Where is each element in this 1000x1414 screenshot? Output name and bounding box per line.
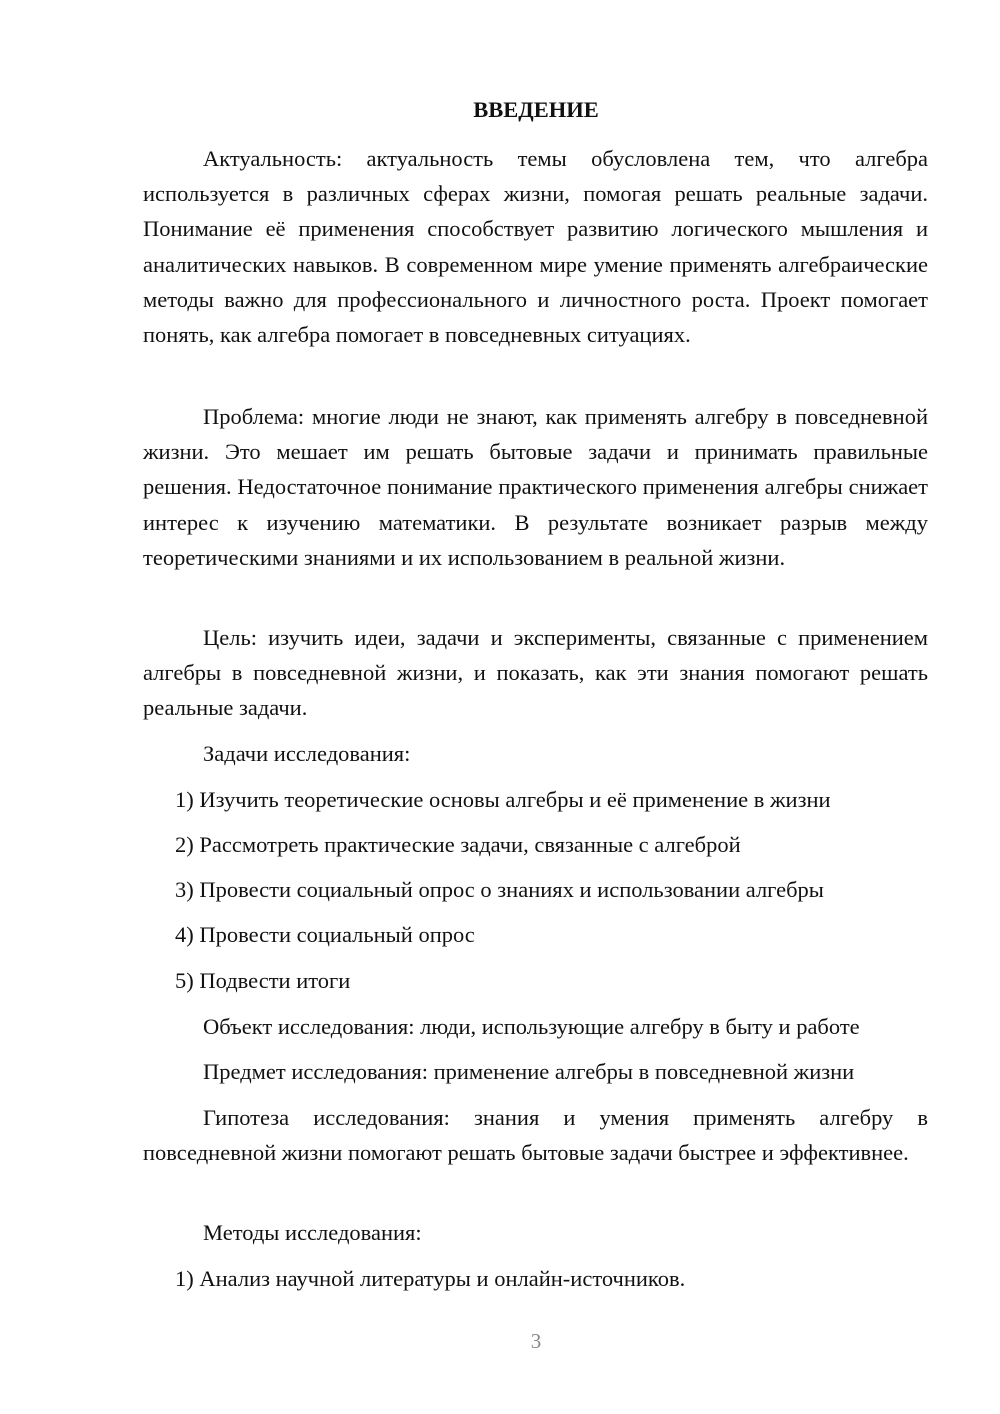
tasks-heading: Задачи исследования: (203, 741, 411, 766)
page-number: 3 (530, 1329, 542, 1353)
method-item-1: 1) Анализ научной литературы и онлайн-источников. (175, 1266, 686, 1291)
relevance-paragraph: Актуальность: актуальность темы обусловлена тем, что алгебра используется в различных сферах жизни, помогая решать реальные задачи. Понимание её применения способствует развитию логического мышления и аналитических навыков. В современном мире умение применять алгебраические методы важно для профессионального и личностного роста. Проект помогает понять, как алгебра помогает в повседневных ситуациях. (143, 146, 928, 348)
methods-heading: Методы исследования: (203, 1220, 422, 1245)
goal-paragraph: Цель: изучить идеи, задачи и эксперименты, связанные с применением алгебры в повседневной жизни, и показать, как эти знания помогают решать реальные задачи. (143, 625, 928, 721)
section-title: ВВЕДЕНИЕ (473, 97, 599, 122)
hypothesis-paragraph: Гипотеза исследования: знания и умения применять алгебру в повседневной жизни помогают решать бытовые задачи быстрее и эффективнее. (143, 1105, 928, 1166)
task-item-5: 5) Подвести итоги (175, 968, 351, 993)
task-item-3: 3) Провести социальный опрос о знаниях и использовании алгебры (175, 877, 824, 902)
task-item-1: 1) Изучить теоретические основы алгебры и её применение в жизни (175, 787, 831, 812)
problem-paragraph: Проблема: многие люди не знают, как применять алгебру в повседневной жизни. Это мешает им решать бытовые задачи и принимать правильные решения. Недостаточное понимание практического применения алгебры снижает интерес к изучению математики. В результате возникает разрыв между теоретическими знаниями и их использованием в реальной жизни. (143, 404, 928, 570)
research-object: Объект исследования: люди, использующие алгебру в быту и работе (203, 1014, 860, 1039)
task-item-4: 4) Провести социальный опрос (175, 922, 475, 947)
task-item-2: 2) Рассмотреть практические задачи, связанные с алгеброй (175, 832, 741, 857)
research-subject: Предмет исследования: применение алгебры в повседневной жизни (203, 1059, 855, 1084)
